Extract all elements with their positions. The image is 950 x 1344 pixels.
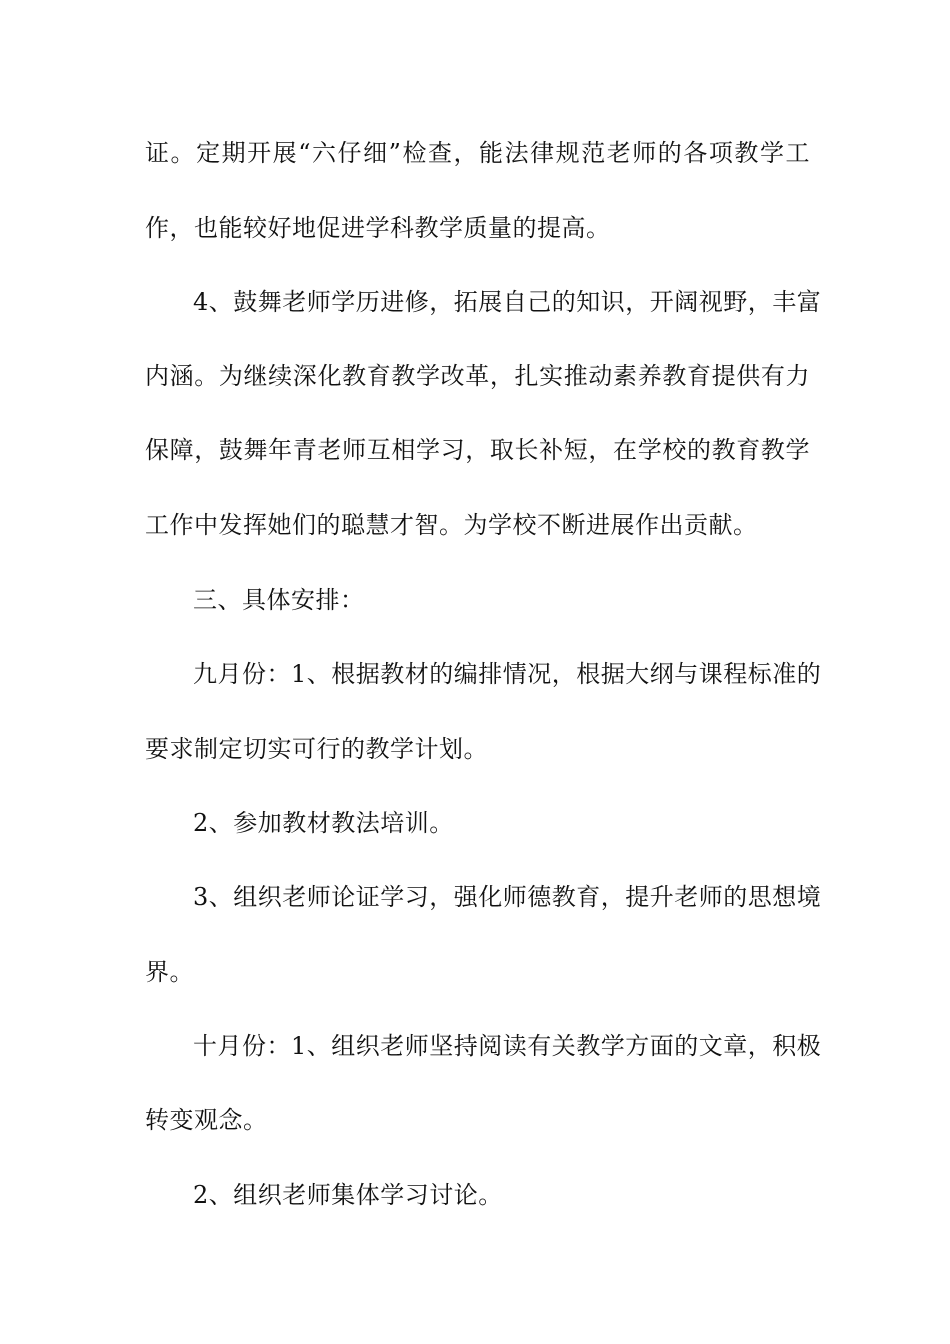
text-line: 3、组织老师论证学习，强化师德教育，提升老师的思想境 <box>193 883 822 911</box>
text-line: 要求制定切实可行的教学计划。 <box>145 735 488 763</box>
text-line: 内涵。为继续深化教育教学改革，扎实推动素养教育提供有力 <box>145 362 810 390</box>
section-heading: 三、具体安排： <box>193 586 365 614</box>
text-line: 2、组织老师集体学习讨论。 <box>193 1181 503 1209</box>
text-line: 4、鼓舞老师学历进修，拓展自己的知识，开阔视野，丰富 <box>193 288 822 316</box>
text-line: 2、参加教材教法培训。 <box>193 809 454 837</box>
text-line: 工作中发挥她们的聪慧才智。为学校不断进展作出贡献。 <box>145 511 758 539</box>
text-line: 保障，鼓舞年青老师互相学习，取长补短，在学校的教育教学 <box>145 436 810 464</box>
text-line: 作，也能较好地促进学科教学质量的提高。 <box>145 214 611 242</box>
text-line: 十月份：1、组织老师坚持阅读有关教学方面的文章，积极 <box>193 1032 822 1060</box>
text-line: 证。定期开展“六仔细”检查，能法律规范老师的各项教学工 <box>145 139 810 167</box>
text-line: 转变观念。 <box>145 1106 268 1134</box>
text-line: 界。 <box>145 958 194 986</box>
text-line: 九月份：1、根据教材的编排情况，根据大纲与课程标准的 <box>193 660 822 688</box>
